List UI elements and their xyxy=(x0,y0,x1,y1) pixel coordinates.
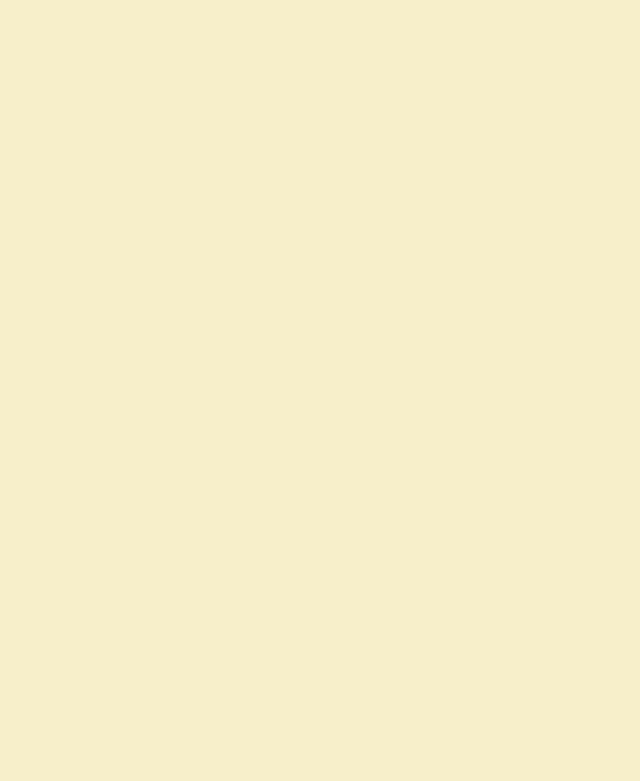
music-score xyxy=(0,60,640,520)
